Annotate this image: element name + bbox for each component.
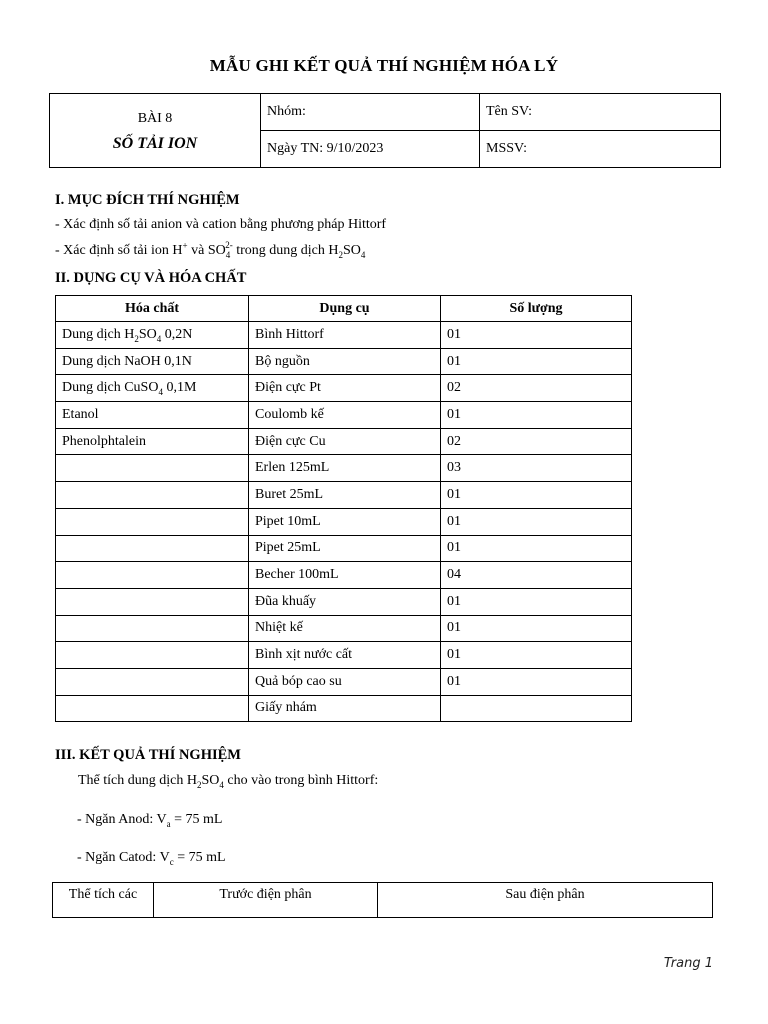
table-row (56, 482, 632, 509)
document-title: MẪU GHI KẾT QUẢ THÍ NGHIỆM HÓA LÝ (209, 56, 559, 75)
table-row (56, 642, 632, 669)
chemical-cell (56, 668, 249, 695)
objective-line-2: - Xác định số tải ion H+ và $SO_4^{2-}$ trong dung dịch $H_2SO_4$ (55, 240, 366, 260)
quantity-cell: 01 (441, 348, 632, 375)
chemical-cell (56, 642, 249, 669)
table-header-row (56, 296, 632, 322)
table-row (56, 668, 632, 695)
chemical-cell (56, 562, 249, 589)
table-row (56, 508, 632, 535)
chemical-cell: Dung dịch CuSO$_4$ 0,1M (56, 375, 249, 402)
chemical-cell (56, 535, 249, 562)
tool-cell: Pipet 10mL (249, 508, 441, 535)
tool-cell: Điện cực Cu (249, 428, 441, 455)
quantity-cell: 02 (441, 375, 632, 402)
page-number: Trang 1 (663, 956, 713, 971)
chemical-cell (56, 455, 249, 482)
quantity-cell: 02 (441, 428, 632, 455)
quantity-cell: 01 (441, 668, 632, 695)
quantity-cell: 01 (441, 482, 632, 509)
quantity-cell: 01 (441, 535, 632, 562)
lab-title-cell (50, 94, 261, 168)
table-header-row (53, 883, 713, 918)
column-header-chemicals: Hóa chất (56, 296, 249, 322)
table-row (56, 348, 632, 375)
chemical-cell (56, 482, 249, 509)
objective-line-1: - Xác định số tải anion và cation bằng phương pháp Hittorf (55, 217, 387, 232)
table-row (56, 402, 632, 429)
tool-cell: Bình xịt nước cất (249, 642, 441, 669)
chemical-cell (56, 615, 249, 642)
column-header-after: Sau điện phân (378, 883, 713, 918)
quantity-cell: 01 (441, 508, 632, 535)
chemical-cell: Etanol (56, 402, 249, 429)
table-row (56, 695, 632, 722)
anode-volume: - Ngăn Anod: $V_a = 75$ mL (77, 812, 223, 829)
tool-cell: Nhiệt kế (249, 615, 441, 642)
tool-cell: Quả bóp cao su (249, 668, 441, 695)
column-header-volume: Thể tích các (53, 883, 154, 918)
table-row (56, 562, 632, 589)
quantity-cell: 01 (441, 402, 632, 429)
quantity-cell: 01 (441, 615, 632, 642)
chemical-cell (56, 508, 249, 535)
quantity-cell: 03 (441, 455, 632, 482)
table-row (56, 535, 632, 562)
group-field[interactable]: Nhóm: (261, 94, 480, 131)
header-box (49, 93, 721, 168)
chemical-cell: Phenolphtalein (56, 428, 249, 455)
tool-cell: Pipet 25mL (249, 535, 441, 562)
table-row (56, 588, 632, 615)
quantity-cell: 01 (441, 642, 632, 669)
table-row (56, 375, 632, 402)
column-header-tools: Dụng cụ (249, 296, 441, 322)
lab-number: BÀI 8 (137, 110, 173, 126)
tool-cell: Giấy nhám (249, 695, 441, 722)
quantity-cell: 04 (441, 562, 632, 589)
tool-cell: Bộ nguồn (249, 348, 441, 375)
quantity-cell (441, 695, 632, 722)
tool-cell: Bình Hittorf (249, 322, 441, 349)
date-field[interactable]: Ngày TN: 9/10/2023 (261, 131, 480, 168)
cathode-volume: - Ngăn Catod: $V_c = 75$ mL (77, 850, 226, 867)
materials-table (55, 295, 632, 722)
section-1-heading: I. MỤC ĐÍCH THÍ NGHIỆM (55, 192, 240, 208)
table-row (56, 455, 632, 482)
volume-table (52, 882, 713, 918)
tool-cell: Becher 100mL (249, 562, 441, 589)
volume-intro: Thể tích dung dịch $H_2SO_4$ cho vào trong bình Hittorf: (78, 773, 379, 790)
chemical-cell: Dung dịch $H_2SO_4$ 0,2N (56, 322, 249, 349)
tool-cell: Đũa khuấy (249, 588, 441, 615)
column-header-before: Trước điện phân (154, 883, 378, 918)
chemical-cell: Dung dịch NaOH 0,1N (56, 348, 249, 375)
tool-cell: Erlen 125mL (249, 455, 441, 482)
tool-cell: Coulomb kế (249, 402, 441, 429)
table-row (56, 615, 632, 642)
tool-cell: Buret 25mL (249, 482, 441, 509)
section-3-heading: III. KẾT QUẢ THÍ NGHIỆM (55, 747, 241, 763)
chemical-cell (56, 695, 249, 722)
student-name-field[interactable]: Tên SV: (480, 94, 721, 131)
section-2-heading: II. DỤNG CỤ VÀ HÓA CHẤT (55, 270, 247, 286)
quantity-cell: 01 (441, 322, 632, 349)
student-id-field[interactable]: MSSV: (480, 131, 721, 168)
chemical-cell (56, 588, 249, 615)
quantity-cell: 01 (441, 588, 632, 615)
table-row (56, 322, 632, 349)
tool-cell: Điện cực Pt (249, 375, 441, 402)
column-header-quantity: Số lượng (441, 296, 632, 322)
lab-name: SỐ TẢI ION (112, 134, 198, 152)
table-row (56, 428, 632, 455)
